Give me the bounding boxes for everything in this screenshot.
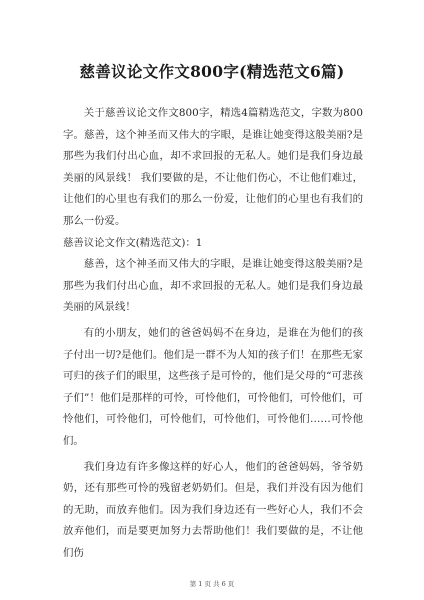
- body-paragraph: 有的小朋友，她们的爸爸妈妈不在身边，是谁在为他们的孩子付出一切?是他们。他们是一群不为人知的孩子们！在那些无家可归的孩子们的眼里，这些孩子是可怜的，他们是父母的“可悲孩子们”！他们是那样的可怜，可怜他们，可怜他们，可怜他们，可怜他们，可怜他们，可怜他们，可怜他们，可怜他们……可怜他们。: [63, 326, 363, 447]
- body-paragraph: 慈善，这个神圣而又伟大的字眼，是谁让她变得这般美丽?是那些为我们付出心血，却不求回报的无私人。她们是我们身边最美丽的风景线！: [63, 258, 363, 314]
- body-paragraph: 我们身边有许多像这样的好心人，他们的爸爸妈妈，爷爷奶奶，还有那些可怜的残留老奶奶们。但是，我们并没有因为他们的无助，而放弃他们。因为我们身边还有一些好心人，我们不会放弃他们，而是要更加努力去帮助他们！我们要做的是，不让他们伤: [63, 460, 363, 559]
- section-heading: 慈善议论文作文(精选范文)：1: [63, 236, 203, 249]
- document-body: [63, 103, 363, 564]
- intro-paragraph: 关于慈善议论文作文800字，精选4篇精选范文，字数为800字。慈善，这个神圣而又伟大的字眼，是谁让她变得这般美丽?是那些为我们付出心血，却不求回报的无私人。她们是我们身边最美丽的风景线！ 我们要做的是，不让他们伤心，不让他们难过，让他们的心里也有我们的那么一份爱，让他们的心里也有我们的那么一份爱。: [63, 107, 363, 227]
- document-title: 慈善议论文作文800字(精选范文6篇): [79, 62, 345, 81]
- page-number: 第 1 页 共 6 页: [189, 580, 235, 588]
